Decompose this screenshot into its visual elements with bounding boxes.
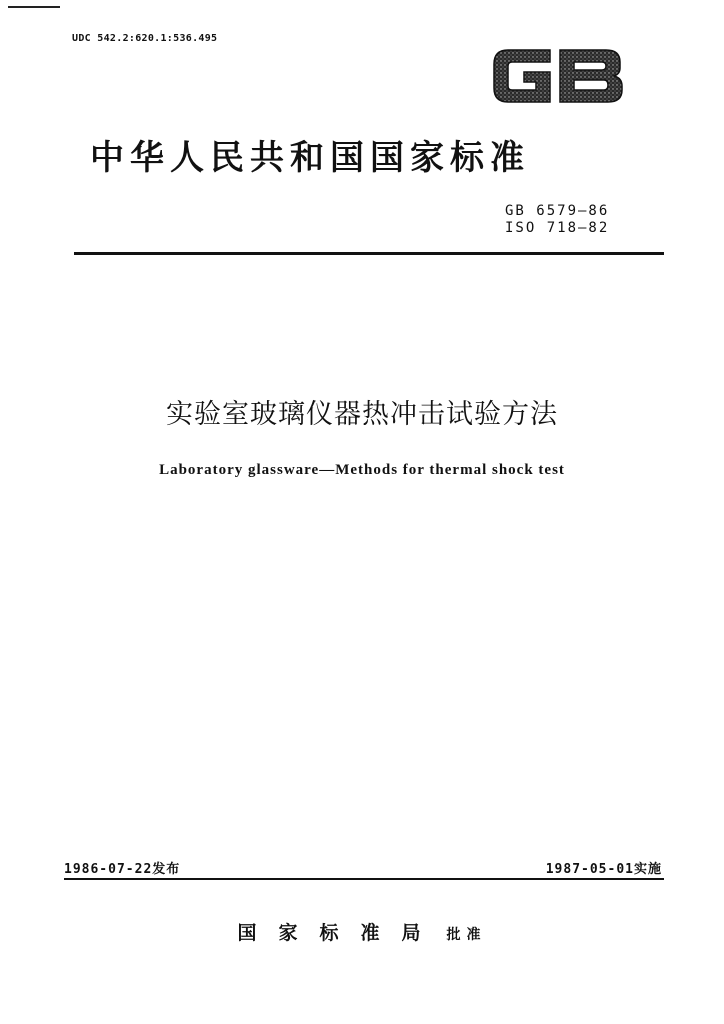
- udc-classification: UDC 542.2:620.1:536.495: [72, 33, 218, 44]
- gb-standard-number: GB 6579—86: [505, 203, 610, 219]
- approving-organization: 国家标准局: [237, 922, 443, 944]
- issue-date: 1986-07-22发布: [64, 862, 181, 877]
- national-standard-title: 中华人民共和国国家标准: [90, 138, 530, 178]
- standard-numbers: [505, 203, 609, 237]
- gb-logo: [488, 40, 628, 110]
- document-title-chinese: 实验室玻璃仪器热冲击试验方法: [166, 399, 558, 430]
- iso-standard-number: ISO 718—82: [505, 220, 610, 236]
- approval-verb: 批准: [446, 927, 487, 943]
- document-title-english: Laboratory glassware—Methods for thermal shock test: [159, 462, 565, 478]
- gb-logo-icon: [488, 40, 628, 110]
- top-corner-rule: [8, 6, 60, 8]
- footer-divider: [64, 878, 664, 880]
- effective-date: 1987-05-01实施: [545, 862, 662, 877]
- approval-line: [0, 918, 724, 945]
- header-divider: [74, 252, 664, 255]
